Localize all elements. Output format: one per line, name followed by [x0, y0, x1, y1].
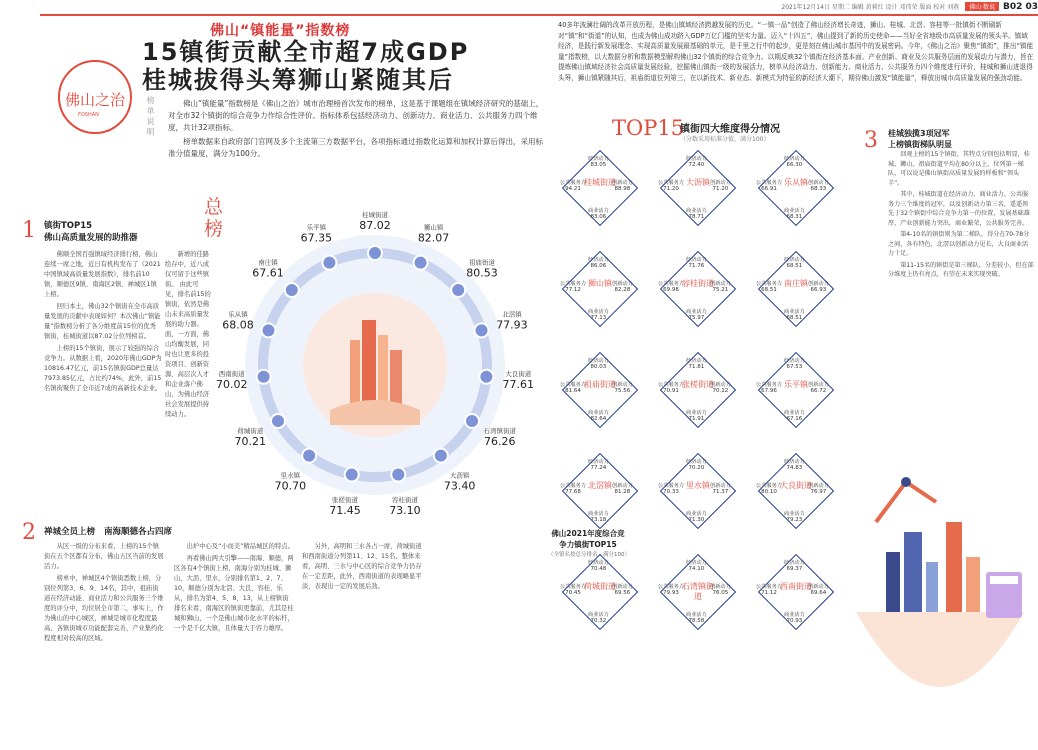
diamond-value: 公共服务力 66.91 [756, 180, 782, 192]
section-1-title-line: 镇街TOP15 [44, 221, 93, 231]
ring-item-name: 北滘镇 [502, 310, 522, 319]
dimension-diamond [660, 554, 736, 630]
ring-item-score: 70.21 [234, 435, 267, 448]
dimension-diamond [562, 554, 638, 630]
ring-item-score: 77.93 [496, 318, 528, 332]
diamond-value: 公共服务力 79.93 [658, 584, 684, 596]
ring-item-score: 67.61 [252, 266, 284, 280]
paragraph: 第11-15名的镇街是第三梯队，分差较小，但在部分维度上仍有亮点，有望在未来实现突破。 [888, 261, 1034, 278]
section-2-column [302, 542, 422, 742]
robot-joint-icon [901, 477, 911, 487]
diamond-name: 大沥镇 [686, 178, 710, 187]
diamond-value: 经济动力 71.76 [686, 257, 707, 269]
diamond-value: 经济动力 69.37 [784, 560, 805, 572]
diamond-value: 经济动力 80.03 [588, 358, 609, 370]
headline-line-2: 桂城拔得头筹狮山紧随其后 [142, 66, 454, 94]
diamond-value: 创新动力 71.20 [710, 180, 731, 192]
diamond-value: 创新动力 76.05 [710, 584, 731, 596]
dimension-diamond [660, 352, 736, 428]
ring-item-name: 荷城街道 [237, 427, 264, 435]
diamond-value: 经济动力 70.20 [686, 459, 707, 471]
ring-item-name: 乐平镇 [306, 223, 327, 232]
dimension-diamond [562, 453, 638, 529]
header-section: 佛山·数说 [965, 2, 999, 11]
zongbang-label: 总榜 [204, 196, 224, 240]
ranking-ring-chart [210, 200, 540, 530]
diamond-value: 创新动力 88.98 [612, 180, 633, 192]
diamond-name: 荷城街道 [584, 582, 616, 591]
section-3-title-line: 上榜镇街梯队明显 [888, 140, 952, 149]
dimension-diamond [758, 453, 834, 529]
calculator-icon [986, 572, 1022, 618]
ring-item-score: 77.61 [502, 378, 534, 392]
diamond-name: 里水镇 [686, 481, 710, 490]
diamond-value: 创新动力 71.37 [710, 483, 731, 495]
diamond-value: 公共服务力 77.68 [560, 483, 586, 495]
paragraph: 榜单中，禅城区4个镇街悉数上榜，分别位列第3、6、9、14名，其中，祖庙街道在经济动能、商业活力和公共服务三个维度的评分中，均位居全市第二，事实上，作为佛山的中心城区，禅城是城市化程度最高、各镇街城市功能配套完善、产业集约化程度相对较高的区域。 [44, 575, 164, 642]
intro-para: 佛山“镇能量”指数榜是《佛山之治》城市治理榜首次发布的榜单，这是基于课题组在镇域经济研究的基础上，对全市32个镇街的综合竞争力作综合性评价。指标体系包括经济动力、创新动力、商业活力、公共服务力四个维度，共计32项指标。 [168, 99, 544, 132]
diamond-name: 西南街道 [780, 582, 812, 591]
section-2-number: 2 [22, 520, 36, 545]
diamond-value: 创新动力 81.28 [612, 483, 633, 495]
section-1-side-column: 新增的佳路绘存中，近八成仅可留于这些镇街。 由此可见，排名前15的镇街，依然是佛山未来高质量发展的助力器。面，一方面，佛山均衡发展，同时也让更多的投资项目、创新资源、高层次人才和企业落户佛山，为佛山经济社会发展提供持续动力。 [165, 251, 211, 418]
industry-illustration [846, 462, 1034, 744]
building-icon [966, 557, 980, 612]
diamond-value: 经济动力 72.40 [686, 156, 707, 168]
ring-item-name: 狮山镇 [423, 223, 444, 232]
dimension-diamond [660, 150, 736, 226]
paragraph: 其中，桂城街道在经济动力、商业活力、公共服务力三个维度的冠军，以及创新动力第三名，遥遥领先于32个镇街中综合竞争力第一的位置，发展基础雄厚，产业创新能力突出，商业繁荣，公共服务完善。 [888, 191, 1030, 227]
diamond-value: 公共服务力 71.20 [658, 180, 684, 192]
diamond-name: 狮山镇 [588, 279, 612, 288]
diamond-value: 公共服务力 81.64 [560, 382, 586, 394]
top15-head: TOP15 [612, 116, 685, 140]
ring-node-icon [271, 414, 285, 428]
top15-title: 镇街四大维度得分情况 [680, 124, 780, 135]
diamond-name: 乐从镇 [784, 178, 808, 187]
ring-item-name: 里水镇 [280, 471, 301, 480]
building-icon [904, 532, 922, 612]
ring-node-icon [302, 449, 316, 463]
ring-node-icon [414, 256, 428, 270]
diamond-value: 创新动力 69.56 [612, 584, 633, 596]
building-icon [886, 552, 900, 612]
logo [58, 60, 132, 134]
ring-item-name: 容桂街道 [391, 495, 418, 504]
ring-item-score: 71.45 [329, 503, 361, 517]
logo-sub: FOSHAN [78, 112, 99, 118]
ring-item-score: 73.10 [389, 503, 421, 517]
top15-subtitle: （分数采用标准分值，满分100） [680, 136, 770, 143]
ring-item-score: 76.26 [483, 435, 516, 448]
diamond-value: 商业活力 71.91 [686, 410, 707, 422]
dimension-diamond [660, 453, 736, 529]
section-2-title-line: 南海顺德各占四席 [103, 527, 172, 537]
diamond-value: 创新动力 68.33 [808, 180, 829, 192]
paragraph: 佛顺全国百强镇域经济排行榜，佛山连续一席之地，近日有机构发布了《2021中国镇域高质量发展指数》，排名前10镇，顺德区9镇、南海区2镇、禅城区1镇上榜。 [44, 251, 161, 298]
ring-item-name: 石湾镇街道 [483, 427, 516, 435]
diamond-value: 公共服务力 77.12 [560, 281, 586, 293]
list-note-label: 榜 单 说 明 [146, 96, 155, 136]
ring-item-name: 大沥镇 [449, 471, 470, 480]
diamond-value: 经济动力 66.30 [784, 156, 805, 168]
header-rule [40, 14, 1038, 16]
ring-item-score: 70.02 [216, 378, 248, 392]
building-icon [926, 562, 938, 612]
ring-node-icon [368, 246, 382, 260]
diamond-value: 创新动力 75.56 [612, 382, 633, 394]
ring-item-score: 70.70 [274, 479, 307, 493]
diamond-value: 经济动力 74.83 [784, 459, 805, 471]
dimension-diamond [562, 251, 638, 327]
ring-item-score: 73.40 [443, 479, 476, 493]
paragraph: 第4-10名的镇街则为第二梯队，得分在70-78分之间，各有特色，北滘以创新动力见长，大良商业活力十足。 [888, 231, 1030, 257]
diamond-value: 经济动力 71.81 [686, 358, 707, 370]
diamond-value: 创新动力 66.93 [808, 281, 829, 293]
ring-node-icon [345, 468, 359, 482]
diamond-value: 商业活力 73.18 [588, 511, 609, 523]
ring-subtitle: （全镇名按总分排名，满分100） [548, 552, 630, 558]
section-1-title-line: 佛山高质量发展的助推器 [44, 233, 138, 243]
paragraph: 回观上榜的15个镇街，其特点分别包括明显，桂城、狮山、祖庙街道平均在80分以上，位列第一梯队，可以说是佛山镇街高质量发展的样板和“领头羊”。 [888, 151, 1030, 187]
diamond-name: 大良街道 [780, 481, 812, 490]
section-1-number: 1 [22, 218, 36, 243]
paragraph: 出炉中心及“小而美”精品城区的特点。 [186, 543, 294, 550]
ring-node-icon [434, 449, 448, 463]
dimension-diamond [562, 352, 638, 428]
diamond-value: 商业活力 68.51 [784, 309, 805, 321]
paragraph: 从区一级的分布来看，上榜的15个镇街在五个区都有分布，佛山五区当前的发展活力。 [44, 543, 164, 570]
diamond-name: 桂城街道 [584, 178, 616, 187]
diamond-value: 商业活力 70.32 [588, 612, 609, 624]
section-3-text [888, 150, 1034, 282]
dimension-diamond [562, 150, 638, 226]
page-number: B02 03 [1002, 2, 1038, 12]
dimension-diamond [758, 352, 834, 428]
paragraph: 另外，高明和三水各占一席，荷城街道和西南街道分列第11、12、15名，整体来看，高明、三水与中心区的综合竞争力仍存在一定差距，此外，西南街道的表现略显平淡，表现出一定的发展后劲。 [302, 543, 422, 590]
diamond-value: 经济动力 74.10 [686, 560, 707, 572]
dimension-diamond [758, 150, 834, 226]
section-2-column [44, 542, 164, 742]
section-3-number: 3 [864, 128, 878, 153]
section-2-title [44, 526, 172, 538]
diamond-value: 商业活力 70.93 [784, 612, 805, 624]
diamond-value: 商业活力 82.64 [588, 410, 609, 422]
ring-node-icon [479, 370, 493, 384]
logo-text: 佛山之治 [64, 91, 125, 109]
diamond-value: 经济动力 68.51 [784, 257, 805, 269]
ring-item-name: 南庄镇 [258, 258, 278, 267]
diamond-value: 商业活力 67.16 [784, 410, 805, 422]
diamond-value: 公共服务力 70.33 [658, 483, 684, 495]
section-1-title [44, 220, 138, 244]
diamond-value: 商业活力 68.31 [784, 208, 805, 220]
diamond-name: 容桂街道 [682, 279, 714, 288]
building-icon [946, 522, 962, 612]
headline-line-1: 15镇街贡献全市超7成GDP [142, 38, 470, 66]
diamond-value: 创新动力 75.21 [710, 281, 731, 293]
header-date-info: 2021年12月14日 星期二 编辑 黄莉红 设计 邓伟荣 版面 校对 刘燕 [781, 4, 960, 11]
diamond-value: 经济动力 86.06 [588, 257, 609, 269]
ring-item-name: 大良街道 [505, 370, 532, 379]
diamond-value: 创新动力 66.72 [808, 382, 829, 394]
intro-text [168, 98, 548, 162]
diamond-value: 商业活力 79.23 [784, 511, 805, 523]
diamond-name: 北滘镇 [588, 481, 612, 490]
diamond-value: 公共服务力 67.96 [756, 382, 782, 394]
diamond-value: 创新动力 70.12 [710, 382, 731, 394]
ring-node-icon [285, 283, 299, 297]
diamond-value: 经济动力 83.05 [588, 156, 609, 168]
ring-item-name: 祖庙街道 [469, 258, 496, 267]
dimension-diamond [758, 251, 834, 327]
diamond-value: 创新动力 82.28 [612, 281, 633, 293]
ring-node-icon [322, 256, 336, 270]
ring-node-icon [391, 468, 405, 482]
section-3-title-line: 桂城独揽3项冠军 [888, 129, 950, 138]
diamond-value: 公共服务力 70.45 [560, 584, 586, 596]
diamond-value: 商业活力 83.06 [588, 208, 609, 220]
ring-node-icon [257, 370, 271, 384]
diamond-value: 公共服务力 69.98 [658, 281, 684, 293]
bowl-shape [856, 612, 1024, 687]
diamond-value: 公共服务力 94.21 [560, 180, 586, 192]
ring-item-score: 87.02 [359, 219, 391, 232]
ring-node-icon [451, 283, 465, 297]
ring-item-name: 桂城街道 [362, 211, 388, 219]
intro-para: 榜单数据来自政府部门官网及多个主流第三方数据平台，各项指标通过指数化运算和加权计算后得出，采用标准分值量度，满分为100分。 [168, 137, 543, 158]
diamond-name: 张槎街道 [682, 380, 714, 389]
diamond-value: 经济动力 70.48 [588, 560, 609, 572]
dimension-diamond [758, 554, 834, 630]
ring-item-name: 张槎街道 [332, 495, 359, 504]
section-2-column [174, 542, 294, 742]
diamond-value: 公共服务力 71.12 [756, 584, 782, 596]
page-header-bar [560, 2, 1038, 14]
kicker: 佛山“镇能量”指数榜 [210, 23, 351, 39]
section-1-column [44, 250, 162, 396]
paragraph: 回归本土，佛山32个镇街在全市高质量发展的贡献中表现如何？本次佛山“镇能量”指数榜分析了各分维度前15位的优秀镇街，桂城街道以87.02分位列榜首。 [44, 303, 161, 340]
ring-item-name: 乐从镇 [228, 310, 248, 319]
section-2-title-line: 禅城全员上榜 [44, 527, 96, 537]
diamond-value: 公共服务力 70.91 [658, 382, 684, 394]
headline [142, 38, 469, 94]
paragraph: 再看佛山两大引擎——南海、顺德，两区各有4个镇街上榜，南海分别为桂城、狮山、大沥、里水，分别排名第1、2、7、10，顺德分别为北滘、大良、容桂、乐从，排名为第4、5、8、13，从上榜镇街排名来看，南海区的镇街更靠前，尤其是桂城和狮山，一个是佛山城市化水平的标杆，一个是千亿大镇，且体量大于容力雄厚。 [174, 555, 294, 632]
diamond-value: 公共服务力 80.10 [756, 483, 782, 495]
paragraph: 上榜的15个镇街，展示了较强的综合竞争力。从数据上看，2020年佛山GDP为10816.47亿元，前15名镇街GDP总量达7973.85亿元，占比约74%，此外，前15名镇街聚焦了全市近7成的高新技术企业。 [44, 345, 162, 392]
diamond-value: 商业活力 78.71 [686, 208, 707, 220]
ring-node-icon [465, 414, 479, 428]
ring-item-score: 68.08 [222, 318, 254, 332]
ring-node-icon [261, 323, 275, 337]
diamond-value: 商业活力 78.58 [686, 612, 707, 624]
dimension-diamond [660, 251, 736, 327]
ring-item-name: 西南街道 [218, 370, 245, 379]
diamond-value: 商业活力 71.30 [686, 511, 707, 523]
diamond-value: 经济动力 77.24 [588, 459, 609, 471]
diamond-value: 公共服务力 68.51 [756, 281, 782, 293]
ring-node-icon [475, 323, 489, 337]
section-3-title [888, 128, 952, 150]
diamond-value: 创新动力 76.97 [808, 483, 829, 495]
ring-item-score: 82.07 [417, 231, 450, 245]
diamond-value: 创新动力 69.64 [808, 584, 829, 596]
diamond-name: 乐平镇 [784, 380, 808, 389]
lead-article-text: 40多年波澜壮阔的改革开放历程，是佛山镇域经济跨越发展的历史。“一镇一品”创造了佛山经济增长奇迹，狮山、桂城、北滘、容桂等一批镇街不断刷新对“镇”和“街道”的认知，也成为佛山成功跻入GDP万亿门槛的坚实力量。迈入“十四五”，佛山提到了新的历史使命——当好全省地级市高质量发展的领头羊。镇域经济，是践行新发展理念、实现高质量发展最基础的单元，是千里之行中的起步，更是刻在佛山城市基因中的发展密码。今年，《佛山之治》聚焦“镇街”，推出“镇能量”指数榜，以大数据分析和数据模型解构佛山32个镇街的综合竞争力。以期反映32个镇街在经济基本面、产业创新、商业及公共服务层面的发展动力与潜力，旨在提炼佛山镇域经济社会高质量发展经验，挖掘佛山镇街一级的发展活力，榜单从经济动力、创新能力、商业活力、公共服务力四个维度进行评价，桂城和狮山进退得头筹，狮山镇紧随其后，祖庙街道位列第三，在以新技术、新业态、新模式为特征的新经济大潮下，期待佛山激发“镇能量”，释放出城市高质量发展的强劲动能。 [558, 21, 1034, 82]
robot-arm-illustration [876, 482, 936, 522]
diamond-name: 祖庙街道 [584, 380, 616, 389]
diamond-value: 商业活力 77.13 [588, 309, 609, 321]
diamond-value: 商业活力 75.97 [686, 309, 707, 321]
diamond-value: 经济动力 67.53 [784, 358, 805, 370]
diamond-name: 南庄镇 [784, 279, 808, 288]
ring-title: 佛山2021年度综合竞争力镇街TOP15 [551, 529, 625, 549]
diamond-name: 石湾镇街道 [682, 582, 714, 601]
ring-item-score: 80.53 [466, 266, 498, 280]
ring-item-score: 67.35 [300, 231, 333, 245]
